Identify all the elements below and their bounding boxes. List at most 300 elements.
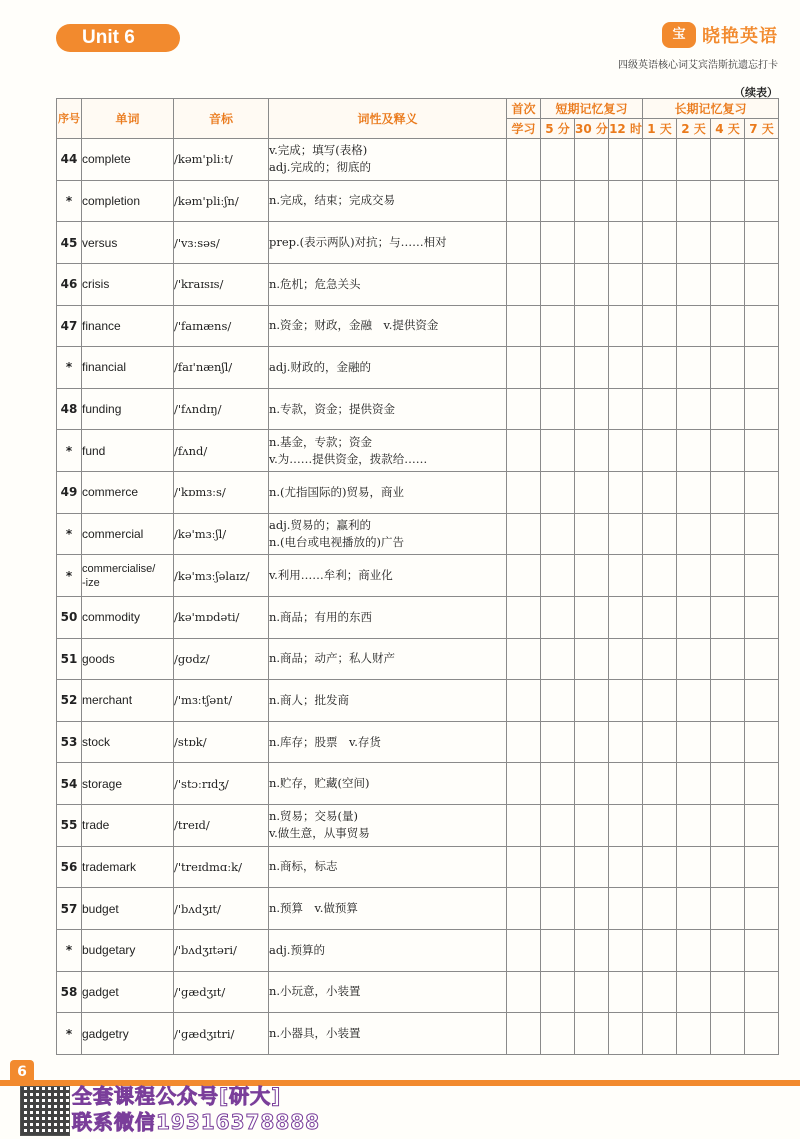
header-long-term: 长期记忆复习	[643, 99, 779, 119]
review-checkbox-cell	[541, 263, 575, 305]
review-checkbox-cell	[609, 971, 643, 1013]
row-word	[82, 1013, 174, 1055]
word-text: versus	[82, 235, 118, 250]
review-checkbox-cell	[575, 805, 609, 847]
word-text: merchant	[82, 693, 133, 708]
review-checkbox-cell	[541, 888, 575, 930]
review-checkbox-cell	[711, 1013, 745, 1055]
review-checkbox-cell	[541, 846, 575, 888]
review-checkbox-cell	[745, 513, 779, 555]
table-row	[57, 180, 779, 222]
row-number: 51	[57, 638, 82, 680]
definition-line: n.贮存，贮藏(空间)	[269, 776, 370, 791]
review-checkbox-cell	[711, 222, 745, 264]
definition-line: v.完成；填写(表格)	[269, 143, 368, 158]
row-word	[82, 721, 174, 763]
review-checkbox-cell	[609, 888, 643, 930]
row-phonetic: /'treɪdmɑːk/	[174, 846, 269, 888]
review-checkbox-cell	[609, 1013, 643, 1055]
review-checkbox-cell	[507, 139, 541, 181]
header-word: 单词	[82, 99, 174, 139]
row-number: 54	[57, 763, 82, 805]
word-text: crisis	[82, 277, 110, 292]
watermark-line-1: 全套课程公众号[研大]	[72, 1084, 282, 1108]
review-checkbox-cell	[575, 929, 609, 971]
definition-line: v.做生意，从事贸易	[269, 826, 370, 841]
row-number: 44	[57, 139, 82, 181]
definition-line: n.(尤指国际的)贸易，商业	[269, 484, 405, 499]
review-checkbox-cell	[677, 680, 711, 722]
review-checkbox-cell	[677, 1013, 711, 1055]
review-checkbox-cell	[643, 305, 677, 347]
review-checkbox-cell	[507, 305, 541, 347]
definition-line: adj.贸易的；赢利的	[269, 517, 371, 532]
word-text: gadget	[82, 984, 119, 999]
review-checkbox-cell	[575, 222, 609, 264]
review-checkbox-cell	[507, 680, 541, 722]
review-checkbox-cell	[643, 347, 677, 389]
review-checkbox-cell	[507, 805, 541, 847]
row-phonetic: /kə'mɜːʃl/	[174, 513, 269, 555]
review-checkbox-cell	[745, 180, 779, 222]
row-number: 58	[57, 971, 82, 1013]
definition-line: n.基金，专款；资金	[269, 434, 373, 449]
review-checkbox-cell	[677, 805, 711, 847]
review-checkbox-cell	[609, 180, 643, 222]
review-checkbox-cell	[711, 846, 745, 888]
review-checkbox-cell	[643, 721, 677, 763]
table-row	[57, 638, 779, 680]
review-checkbox-cell	[643, 888, 677, 930]
row-number: *	[57, 1013, 82, 1055]
table-row	[57, 680, 779, 722]
word-text: commerce	[82, 485, 139, 500]
review-checkbox-cell	[507, 638, 541, 680]
review-checkbox-cell	[745, 347, 779, 389]
row-phonetic: /kə'mɜːʃəlaɪz/	[174, 555, 269, 597]
review-checkbox-cell	[541, 596, 575, 638]
review-checkbox-cell	[507, 430, 541, 472]
review-checkbox-cell	[745, 388, 779, 430]
review-checkbox-cell	[609, 430, 643, 472]
row-number: 49	[57, 472, 82, 514]
review-checkbox-cell	[541, 430, 575, 472]
word-text: trade	[82, 818, 110, 833]
row-number: 47	[57, 305, 82, 347]
review-checkbox-cell	[677, 472, 711, 514]
review-checkbox-cell	[507, 555, 541, 597]
unit-badge: Unit 6	[56, 24, 180, 52]
word-text: gadgetry	[82, 1026, 129, 1041]
review-checkbox-cell	[677, 263, 711, 305]
qr-code-icon	[20, 1086, 70, 1136]
word-text-line2: -ize	[82, 576, 100, 589]
row-phonetic: /'gædʒɪt/	[174, 971, 269, 1013]
row-number: 56	[57, 846, 82, 888]
header-definition: 词性及释义	[269, 99, 507, 139]
row-phonetic: /'vɜːsəs/	[174, 222, 269, 264]
review-checkbox-cell	[745, 555, 779, 597]
review-checkbox-cell	[711, 347, 745, 389]
table-row	[57, 1013, 779, 1055]
review-checkbox-cell	[677, 513, 711, 555]
continued-label: （续表）	[734, 86, 778, 99]
row-number: *	[57, 555, 82, 597]
row-word	[82, 555, 174, 597]
review-checkbox-cell	[745, 139, 779, 181]
word-text: storage	[82, 776, 123, 791]
review-checkbox-cell	[541, 1013, 575, 1055]
review-checkbox-cell	[541, 555, 575, 597]
row-phonetic: /'stɔːrɪdʒ/	[174, 763, 269, 805]
review-checkbox-cell	[643, 929, 677, 971]
review-checkbox-cell	[575, 596, 609, 638]
review-checkbox-cell	[643, 805, 677, 847]
review-checkbox-cell	[643, 263, 677, 305]
review-checkbox-cell	[677, 305, 711, 347]
row-word	[82, 846, 174, 888]
review-checkbox-cell	[711, 139, 745, 181]
review-checkbox-cell	[541, 388, 575, 430]
header-short-col: 12 时	[609, 119, 643, 139]
review-checkbox-cell	[643, 430, 677, 472]
review-checkbox-cell	[541, 180, 575, 222]
definition-line: n.库存；股票 v.存货	[269, 734, 381, 749]
row-phonetic: /gʊdz/	[174, 638, 269, 680]
review-checkbox-cell	[745, 929, 779, 971]
word-text: fund	[82, 443, 106, 458]
review-checkbox-cell	[711, 971, 745, 1013]
table-row	[57, 888, 779, 930]
review-checkbox-cell	[609, 555, 643, 597]
row-number: 55	[57, 805, 82, 847]
table-row	[57, 596, 779, 638]
review-checkbox-cell	[643, 472, 677, 514]
review-checkbox-cell	[507, 929, 541, 971]
row-word	[82, 805, 174, 847]
row-number: *	[57, 430, 82, 472]
word-text: trademark	[82, 859, 137, 874]
review-checkbox-cell	[609, 139, 643, 181]
review-checkbox-cell	[507, 721, 541, 763]
word-text: stock	[82, 735, 111, 750]
review-checkbox-cell	[609, 472, 643, 514]
row-word	[82, 638, 174, 680]
review-checkbox-cell	[575, 180, 609, 222]
review-checkbox-cell	[643, 763, 677, 805]
definition-line: n.资金；财政，金融 v.提供资金	[269, 318, 439, 333]
row-definition	[269, 222, 507, 264]
table-row	[57, 472, 779, 514]
review-checkbox-cell	[575, 347, 609, 389]
definition-line: v.利用……牟利；商业化	[269, 568, 393, 583]
review-checkbox-cell	[745, 971, 779, 1013]
review-checkbox-cell	[609, 388, 643, 430]
definition-line: n.商标，标志	[269, 859, 338, 874]
row-word	[82, 222, 174, 264]
definition-line: v.为……提供资金，拨款给……	[269, 451, 428, 466]
review-checkbox-cell	[609, 347, 643, 389]
table-row	[57, 222, 779, 264]
row-phonetic: /'kraɪsɪs/	[174, 263, 269, 305]
word-text: finance	[82, 318, 121, 333]
review-checkbox-cell	[507, 180, 541, 222]
definition-line: n.贸易；交易(量)	[269, 809, 359, 824]
review-checkbox-cell	[575, 555, 609, 597]
review-checkbox-cell	[507, 388, 541, 430]
review-checkbox-cell	[643, 846, 677, 888]
definition-line: n.预算 v.做预算	[269, 901, 358, 916]
review-checkbox-cell	[643, 638, 677, 680]
review-checkbox-cell	[575, 846, 609, 888]
table-row	[57, 846, 779, 888]
table-row	[57, 305, 779, 347]
review-checkbox-cell	[541, 638, 575, 680]
header-first-study-bottom: 学习	[507, 119, 541, 139]
brand-logo-icon: 宝	[662, 22, 696, 48]
row-definition	[269, 638, 507, 680]
review-checkbox-cell	[575, 721, 609, 763]
review-checkbox-cell	[575, 472, 609, 514]
review-checkbox-cell	[541, 347, 575, 389]
brand-name: 晓艳英语	[702, 26, 778, 47]
vocabulary-table	[56, 98, 779, 1055]
review-checkbox-cell	[711, 596, 745, 638]
row-definition	[269, 263, 507, 305]
row-word	[82, 680, 174, 722]
review-checkbox-cell	[643, 180, 677, 222]
definition-line: adj.完成的；彻底的	[269, 160, 371, 175]
header-short-col: 5 分	[541, 119, 575, 139]
review-checkbox-cell	[643, 139, 677, 181]
review-checkbox-cell	[507, 971, 541, 1013]
word-text: completion	[82, 193, 141, 208]
header-short-term: 短期记忆复习	[541, 99, 643, 119]
row-word	[82, 763, 174, 805]
review-checkbox-cell	[745, 638, 779, 680]
review-checkbox-cell	[575, 305, 609, 347]
table-row	[57, 721, 779, 763]
table-row	[57, 929, 779, 971]
word-text: budget	[82, 901, 119, 916]
row-definition	[269, 680, 507, 722]
review-checkbox-cell	[711, 472, 745, 514]
row-word	[82, 513, 174, 555]
row-phonetic: /kə'mɒdəti/	[174, 596, 269, 638]
review-checkbox-cell	[711, 513, 745, 555]
review-checkbox-cell	[677, 347, 711, 389]
row-definition	[269, 1013, 507, 1055]
definition-line: n.危机；危急关头	[269, 276, 361, 291]
table-row	[57, 971, 779, 1013]
review-checkbox-cell	[507, 888, 541, 930]
review-checkbox-cell	[575, 888, 609, 930]
review-checkbox-cell	[507, 222, 541, 264]
review-checkbox-cell	[745, 430, 779, 472]
row-definition	[269, 805, 507, 847]
review-checkbox-cell	[745, 721, 779, 763]
row-word	[82, 139, 174, 181]
row-number: 57	[57, 888, 82, 930]
table-row	[57, 263, 779, 305]
review-checkbox-cell	[609, 263, 643, 305]
row-phonetic: /stɒk/	[174, 721, 269, 763]
review-checkbox-cell	[643, 388, 677, 430]
review-checkbox-cell	[541, 929, 575, 971]
row-phonetic: /'gædʒɪtri/	[174, 1013, 269, 1055]
review-checkbox-cell	[643, 555, 677, 597]
row-number: 53	[57, 721, 82, 763]
row-phonetic: /'bʌdʒɪtəri/	[174, 929, 269, 971]
review-checkbox-cell	[643, 971, 677, 1013]
definition-line: n.商人；批发商	[269, 692, 350, 707]
row-word	[82, 596, 174, 638]
row-definition	[269, 347, 507, 389]
word-text: commercialise/	[82, 562, 156, 575]
review-checkbox-cell	[677, 222, 711, 264]
header-long-col: 4 天	[711, 119, 745, 139]
review-checkbox-cell	[541, 222, 575, 264]
row-word	[82, 430, 174, 472]
row-word	[82, 929, 174, 971]
page-number: 6	[10, 1060, 34, 1084]
row-word	[82, 347, 174, 389]
table-row	[57, 347, 779, 389]
header-long-col: 7 天	[745, 119, 779, 139]
word-text: financial	[82, 360, 127, 375]
review-checkbox-cell	[711, 805, 745, 847]
review-checkbox-cell	[677, 555, 711, 597]
review-checkbox-cell	[575, 513, 609, 555]
review-checkbox-cell	[711, 180, 745, 222]
definition-line: n.完成，结束；完成交易	[269, 193, 396, 208]
word-text: complete	[82, 152, 131, 167]
review-checkbox-cell	[575, 263, 609, 305]
review-checkbox-cell	[575, 971, 609, 1013]
review-checkbox-cell	[745, 1013, 779, 1055]
review-checkbox-cell	[643, 596, 677, 638]
review-checkbox-cell	[745, 305, 779, 347]
review-checkbox-cell	[711, 888, 745, 930]
header-first-study-top: 首次	[507, 99, 541, 119]
table-row	[57, 555, 779, 597]
review-checkbox-cell	[677, 888, 711, 930]
review-checkbox-cell	[745, 888, 779, 930]
review-checkbox-cell	[541, 721, 575, 763]
review-checkbox-cell	[677, 139, 711, 181]
review-checkbox-cell	[745, 472, 779, 514]
review-checkbox-cell	[745, 805, 779, 847]
row-phonetic: /'faɪnæns/	[174, 305, 269, 347]
row-definition	[269, 929, 507, 971]
review-checkbox-cell	[541, 472, 575, 514]
review-checkbox-cell	[507, 347, 541, 389]
definition-line: adj.预算的	[269, 942, 325, 957]
review-checkbox-cell	[745, 680, 779, 722]
review-checkbox-cell	[745, 596, 779, 638]
review-checkbox-cell	[541, 971, 575, 1013]
review-checkbox-cell	[711, 721, 745, 763]
row-definition	[269, 472, 507, 514]
review-checkbox-cell	[541, 680, 575, 722]
review-checkbox-cell	[643, 680, 677, 722]
review-checkbox-cell	[711, 555, 745, 597]
review-checkbox-cell	[609, 638, 643, 680]
header-serial: 序号	[57, 99, 82, 139]
review-checkbox-cell	[507, 513, 541, 555]
review-checkbox-cell	[745, 846, 779, 888]
review-checkbox-cell	[677, 596, 711, 638]
row-word	[82, 472, 174, 514]
review-checkbox-cell	[643, 513, 677, 555]
review-checkbox-cell	[711, 929, 745, 971]
review-checkbox-cell	[745, 763, 779, 805]
row-definition	[269, 846, 507, 888]
review-checkbox-cell	[711, 430, 745, 472]
review-checkbox-cell	[711, 763, 745, 805]
review-checkbox-cell	[609, 680, 643, 722]
review-checkbox-cell	[643, 1013, 677, 1055]
review-checkbox-cell	[745, 222, 779, 264]
word-text: commercial	[82, 526, 144, 541]
row-definition	[269, 888, 507, 930]
review-checkbox-cell	[677, 763, 711, 805]
review-checkbox-cell	[609, 721, 643, 763]
row-phonetic: /'fʌndɪŋ/	[174, 388, 269, 430]
definition-line: n.专款，资金；提供资金	[269, 401, 396, 416]
review-checkbox-cell	[541, 513, 575, 555]
review-checkbox-cell	[575, 680, 609, 722]
review-checkbox-cell	[575, 388, 609, 430]
table-row	[57, 430, 779, 472]
row-phonetic: /'kɒmɜːs/	[174, 472, 269, 514]
review-checkbox-cell	[575, 1013, 609, 1055]
review-checkbox-cell	[575, 763, 609, 805]
review-checkbox-cell	[711, 263, 745, 305]
review-checkbox-cell	[541, 763, 575, 805]
row-definition	[269, 971, 507, 1013]
definition-line: n.小玩意，小装置	[269, 984, 361, 999]
row-definition	[269, 388, 507, 430]
review-checkbox-cell	[575, 430, 609, 472]
row-phonetic: /'mɜːtʃənt/	[174, 680, 269, 722]
review-checkbox-cell	[609, 763, 643, 805]
row-phonetic: /fʌnd/	[174, 430, 269, 472]
row-word	[82, 971, 174, 1013]
review-checkbox-cell	[677, 721, 711, 763]
word-text: commodity	[82, 610, 141, 625]
word-text: funding	[82, 402, 122, 417]
definition-line: n.小器具，小装置	[269, 1026, 361, 1041]
word-text: goods	[82, 651, 115, 666]
review-checkbox-cell	[677, 180, 711, 222]
row-word	[82, 305, 174, 347]
review-checkbox-cell	[507, 596, 541, 638]
review-checkbox-cell	[507, 263, 541, 305]
row-number: *	[57, 347, 82, 389]
row-definition	[269, 763, 507, 805]
row-phonetic: /kəm'pliːt/	[174, 139, 269, 181]
row-word	[82, 180, 174, 222]
review-checkbox-cell	[575, 139, 609, 181]
review-checkbox-cell	[609, 513, 643, 555]
row-number: 46	[57, 263, 82, 305]
definition-line: n.(电台或电视播放的)广告	[269, 534, 405, 549]
page-subtitle: 四级英语核心词艾宾浩斯抗遗忘打卡	[618, 60, 778, 71]
table-row	[57, 139, 779, 181]
review-checkbox-cell	[677, 430, 711, 472]
review-checkbox-cell	[677, 638, 711, 680]
